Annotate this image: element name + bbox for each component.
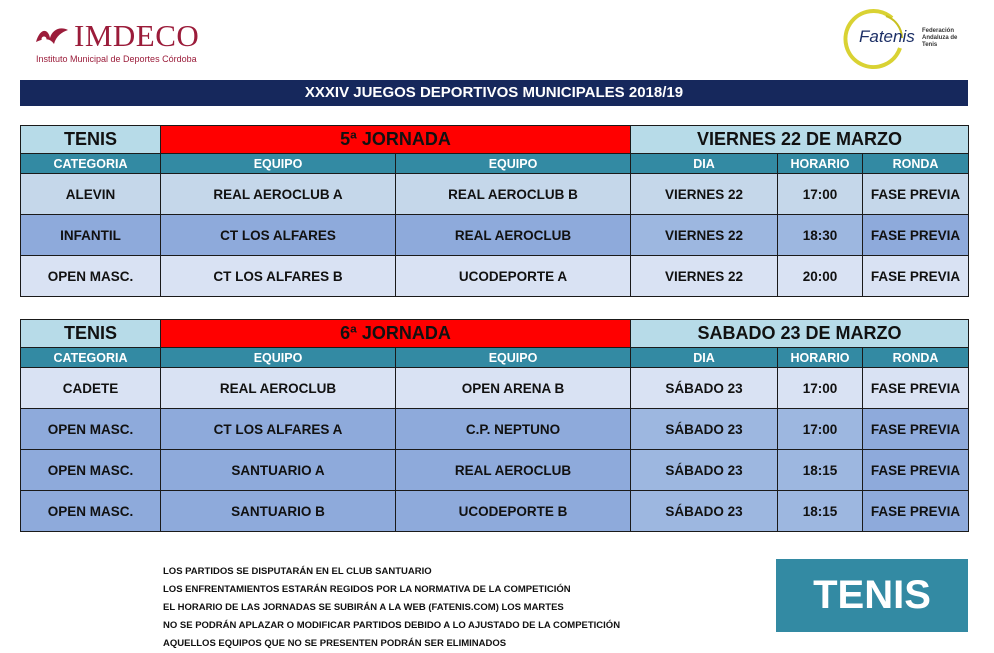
category-cell: INFANTIL <box>21 215 161 256</box>
jornada-header <box>21 320 969 348</box>
time-cell: 20:00 <box>778 256 863 297</box>
column-header: EQUIPO <box>161 154 396 174</box>
schedule-table-jornada-6 <box>20 319 969 532</box>
team-away-cell: UCODEPORTE A <box>396 256 631 297</box>
category-cell: OPEN MASC. <box>21 256 161 297</box>
category-cell: ALEVIN <box>21 174 161 215</box>
day-cell: SÁBADO 23 <box>631 450 778 491</box>
table-row <box>21 174 969 215</box>
round-cell: FASE PREVIA <box>863 491 969 532</box>
jornada-title: 6ª JORNADA <box>161 320 631 348</box>
category-cell: CADETE <box>21 368 161 409</box>
column-header: EQUIPO <box>396 154 631 174</box>
time-cell: 17:00 <box>778 174 863 215</box>
day-cell: VIERNES 22 <box>631 174 778 215</box>
column-header: CATEGORIA <box>21 154 161 174</box>
time-cell: 18:15 <box>778 450 863 491</box>
table-row <box>21 491 969 532</box>
column-header: RONDA <box>863 154 969 174</box>
fatenis-logo <box>842 8 972 74</box>
sport-label: TENIS <box>21 126 161 154</box>
time-cell: 17:00 <box>778 368 863 409</box>
table-row <box>21 215 969 256</box>
round-cell: FASE PREVIA <box>863 215 969 256</box>
team-away-cell: REAL AEROCLUB <box>396 450 631 491</box>
column-header: DIA <box>631 154 778 174</box>
column-header-row <box>21 348 969 368</box>
round-cell: FASE PREVIA <box>863 174 969 215</box>
day-cell: SÁBADO 23 <box>631 491 778 532</box>
category-cell: OPEN MASC. <box>21 491 161 532</box>
day-cell: VIERNES 22 <box>631 215 778 256</box>
time-cell: 17:00 <box>778 409 863 450</box>
schedule-table-jornada-5 <box>20 125 969 297</box>
jornada-header <box>21 126 969 154</box>
team-away-cell: UCODEPORTE B <box>396 491 631 532</box>
round-cell: FASE PREVIA <box>863 368 969 409</box>
team-home-cell: SANTUARIO B <box>161 491 396 532</box>
team-away-cell: C.P. NEPTUNO <box>396 409 631 450</box>
column-header: RONDA <box>863 348 969 368</box>
imdeco-subtitle: Instituto Municipal de Deportes Córdoba <box>36 54 197 64</box>
imdeco-name: IMDECO <box>74 18 200 53</box>
event-banner: XXXIV JUEGOS DEPORTIVOS MUNICIPALES 2018/19 <box>20 80 968 106</box>
team-away-cell: REAL AEROCLUB B <box>396 174 631 215</box>
rules-notes <box>163 563 620 653</box>
table-row <box>21 368 969 409</box>
column-header: EQUIPO <box>396 348 631 368</box>
team-home-cell: CT LOS ALFARES B <box>161 256 396 297</box>
fatenis-federation: Federación Andaluza de Tenis <box>922 28 958 48</box>
team-away-cell: REAL AEROCLUB <box>396 215 631 256</box>
column-header: EQUIPO <box>161 348 396 368</box>
table-row <box>21 256 969 297</box>
note-line: AQUELLOS EQUIPOS QUE NO SE PRESENTEN PODRÁN SER ELIMINADOS <box>163 638 507 649</box>
time-cell: 18:30 <box>778 215 863 256</box>
round-cell: FASE PREVIA <box>863 256 969 297</box>
note-line: NO SE PODRÁN APLAZAR O MODIFICAR PARTIDOS DEBIDO A LO AJUSTADO DE LA COMPETICIÓN <box>163 620 621 631</box>
team-home-cell: CT LOS ALFARES <box>161 215 396 256</box>
team-away-cell: OPEN ARENA B <box>396 368 631 409</box>
category-cell: OPEN MASC. <box>21 409 161 450</box>
round-cell: FASE PREVIA <box>863 409 969 450</box>
note-line: LOS ENFRENTAMIENTOS ESTARÁN REGIDOS POR LA NORMATIVA DE LA COMPETICIÓN <box>163 584 571 595</box>
column-header-row <box>21 154 969 174</box>
day-cell: SÁBADO 23 <box>631 409 778 450</box>
note-line: LOS PARTIDOS SE DISPUTARÁN EN EL CLUB SANTUARIO <box>163 566 432 577</box>
column-header: HORARIO <box>778 348 863 368</box>
column-header: DIA <box>631 348 778 368</box>
table-row <box>21 450 969 491</box>
jornada-title: 5ª JORNADA <box>161 126 631 154</box>
jornada-date: SABADO 23 DE MARZO <box>631 320 969 348</box>
team-home-cell: SANTUARIO A <box>161 450 396 491</box>
column-header: HORARIO <box>778 154 863 174</box>
round-cell: FASE PREVIA <box>863 450 969 491</box>
note-line: EL HORARIO DE LAS JORNADAS SE SUBIRÁN A LA WEB (FATENIS.COM) LOS MARTES <box>163 602 564 613</box>
team-home-cell: REAL AEROCLUB <box>161 368 396 409</box>
imdeco-emblem-icon <box>34 24 70 48</box>
team-home-cell: CT LOS ALFARES A <box>161 409 396 450</box>
category-cell: OPEN MASC. <box>21 450 161 491</box>
jornada-date: VIERNES 22 DE MARZO <box>631 126 969 154</box>
sport-label: TENIS <box>21 320 161 348</box>
team-home-cell: REAL AEROCLUB A <box>161 174 396 215</box>
table-row <box>21 409 969 450</box>
sport-box: TENIS <box>776 559 968 632</box>
column-header: CATEGORIA <box>21 348 161 368</box>
day-cell: VIERNES 22 <box>631 256 778 297</box>
fatenis-name: Fatenis <box>859 27 915 46</box>
time-cell: 18:15 <box>778 491 863 532</box>
imdeco-logo <box>34 18 224 66</box>
day-cell: SÁBADO 23 <box>631 368 778 409</box>
